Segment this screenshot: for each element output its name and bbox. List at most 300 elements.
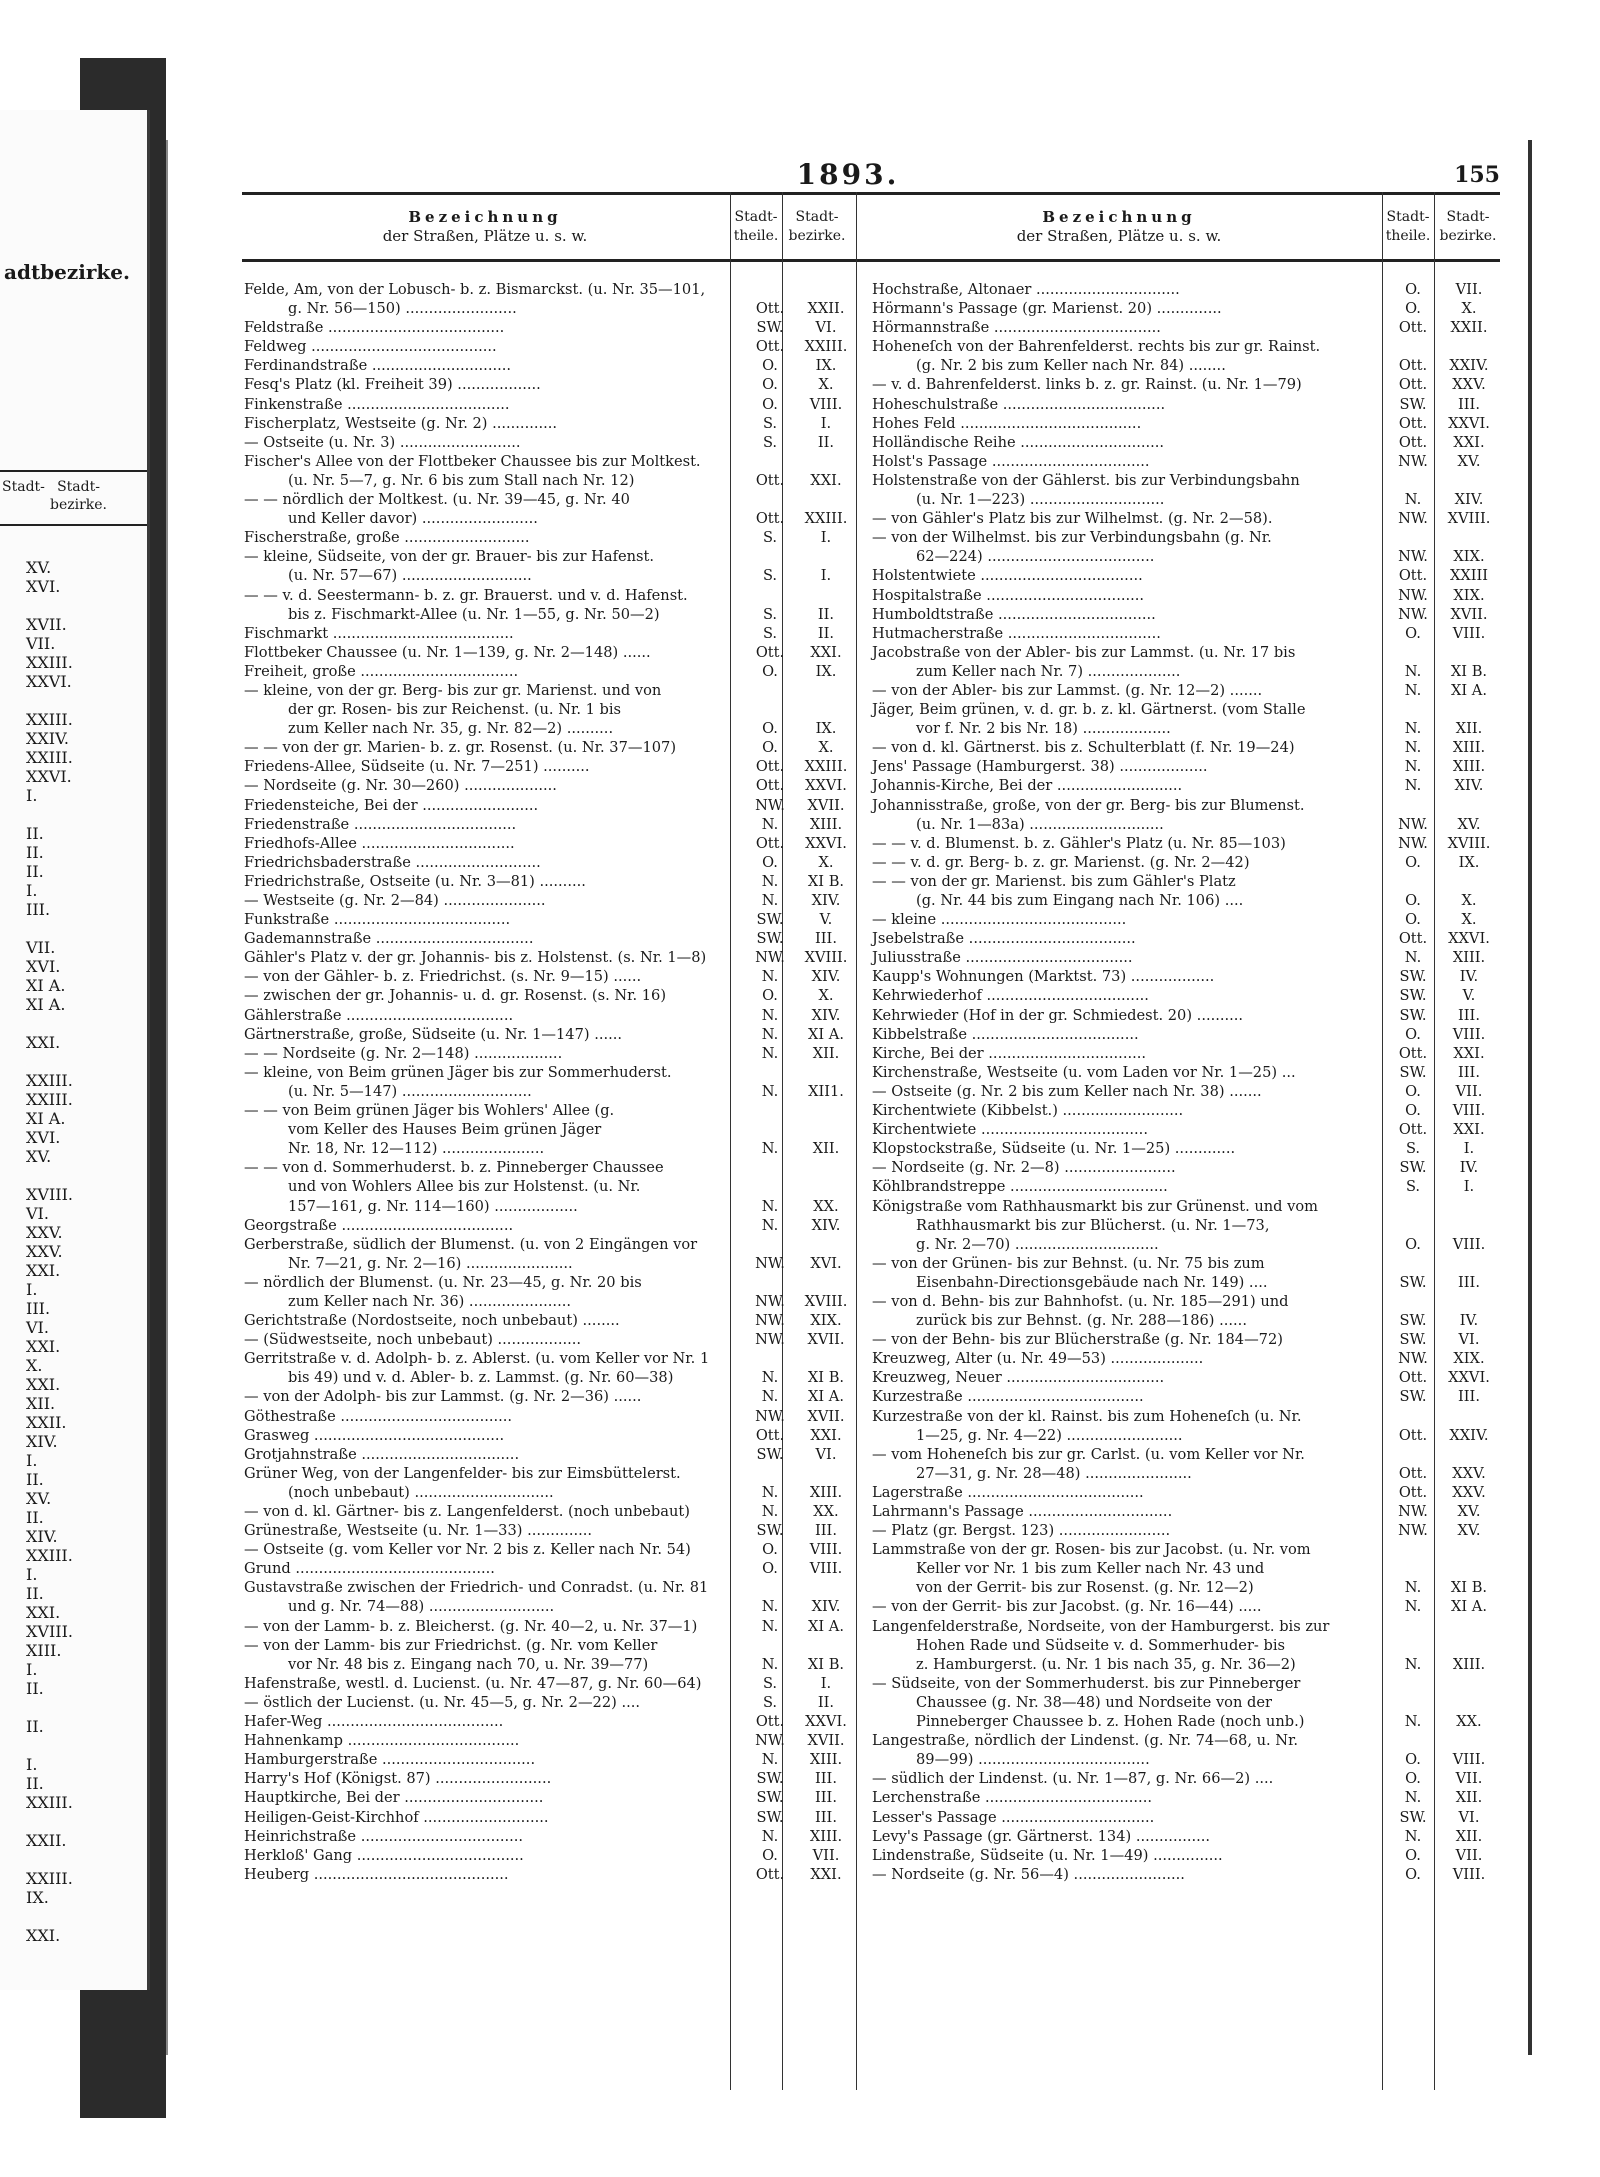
street-entry (870, 1349, 1500, 1368)
stadtteil: N. (761, 1598, 779, 1616)
street-name: Hahnenkamp ..................................... (244, 1732, 520, 1750)
street-entry (242, 1731, 857, 1750)
stadtteil: SW. (1399, 1273, 1427, 1291)
street-entry (242, 1216, 857, 1235)
left-fragment-value: XIV. (26, 1527, 58, 1546)
stadtteil: NW. (755, 796, 785, 814)
stadtteil: O. (762, 1560, 778, 1578)
street-entry (242, 318, 857, 337)
stadtbezirk: XXV. (1452, 1483, 1486, 1501)
street-entry (242, 452, 857, 471)
left-fragment-value: II. (26, 1470, 44, 1489)
stadtbezirk: XI A. (808, 1388, 844, 1406)
stadtteil (745, 1273, 795, 1292)
street-name: — kleine, von der gr. Berg- bis zur gr. Marienst. und von (244, 681, 662, 699)
street-entry (870, 1559, 1500, 1578)
stadtteil: SW. (756, 1808, 784, 1826)
street-name: Friedhofs-Allee ................................. (244, 834, 515, 852)
stadtteil (1388, 1617, 1438, 1636)
stadtteil: O. (762, 662, 778, 680)
street-entry (870, 1808, 1500, 1827)
street-entry (870, 967, 1500, 986)
street-entry (870, 1655, 1500, 1674)
stadtteil: N. (761, 815, 779, 833)
stadtbezirk (795, 681, 857, 700)
street-name: Keller vor Nr. 1 bis zum Keller nach Nr. 43 und (916, 1560, 1265, 1578)
stadtteil: O. (1405, 1235, 1421, 1253)
street-name: Hörmannstraße .................................... (872, 319, 1161, 337)
stadtbezirk: I. (820, 567, 832, 585)
street-entry (870, 796, 1500, 815)
street-entry (242, 1655, 857, 1674)
stadtbezirk (1438, 872, 1500, 891)
street-entry (870, 700, 1500, 719)
street-entry (870, 1273, 1500, 1292)
left-fragment-value: XXIV. (26, 729, 69, 748)
street-entry (242, 547, 857, 566)
street-name: Holstentwiete ................................... (872, 567, 1143, 585)
left-fragment-value: I. (26, 1660, 38, 1679)
left-fragment-value: XXI. (26, 1926, 61, 1945)
header-rule (1434, 192, 1435, 262)
street-entry (870, 471, 1500, 490)
stadtteil (745, 1120, 795, 1139)
street-entry (870, 1216, 1500, 1235)
street-entry (870, 509, 1500, 528)
header-rule (782, 192, 783, 262)
stadtteil: Ott. (755, 834, 785, 852)
stadtteil (1388, 337, 1438, 356)
street-name: — — v. d. Blumenst. b. z. Gähler's Platz (u. Nr. 85—103) (872, 834, 1286, 852)
left-fragment-value: IX. (26, 1888, 49, 1907)
stadtteil (1388, 1292, 1438, 1311)
street-name: zum Keller nach Nr. 35, g. Nr. 82—2) .......... (288, 720, 614, 738)
street-entry (870, 624, 1500, 643)
stadtteil: NW. (755, 1331, 785, 1349)
stadtbezirk: III. (815, 1808, 837, 1826)
left-fragment-values (26, 558, 136, 1945)
street-entry (242, 910, 857, 929)
stadtbezirk: XI B. (807, 872, 845, 890)
stadtteil: NW. (1398, 1350, 1428, 1368)
left-fragment-value: II. (26, 843, 44, 862)
street-name: — — v. d. Seestermann- b. z. gr. Brauerst. und v. d. Hafenst. (244, 586, 688, 604)
stadtteil: O. (1405, 911, 1421, 929)
stadtbezirk: VII. (1455, 1082, 1483, 1100)
stadtbezirk: XIV. (811, 968, 841, 986)
stadtteil: Ott. (755, 1713, 785, 1731)
street-name: bis z. Fischmarkt-Allee (u. Nr. 1—55, g. Nr. 50—2) (288, 605, 660, 623)
stadtteil: N. (761, 1751, 779, 1769)
street-name: Hoheschulstraße ................................... (872, 395, 1166, 413)
stadtbezirk: XIV. (811, 1598, 841, 1616)
left-fragment-value: XVI. (26, 577, 61, 596)
street-name: Lerchenstraße .................................... (872, 1789, 1152, 1807)
street-name: Langestraße, nördlich der Lindenst. (g. Nr. 74—68, u. Nr. (872, 1732, 1299, 1750)
stadtbezirk: XV. (1457, 815, 1481, 833)
street-entry (242, 624, 857, 643)
street-name: Königstraße vom Rathhausmarkt bis zur Grünenst. und vom (872, 1197, 1318, 1215)
street-name: Finkenstraße ................................... (244, 395, 510, 413)
stadtbezirk: XI B. (807, 1369, 845, 1387)
street-entry (242, 471, 857, 490)
stadtteil: N. (761, 1388, 779, 1406)
street-name: Klopstockstraße, Südseite (u. Nr. 1—25) ............. (872, 1140, 1236, 1158)
stadtteil: N. (761, 892, 779, 909)
street-name: Kaupp's Wohnungen (Marktst. 73) .................. (872, 968, 1215, 986)
street-name: Kirchentwiete .................................... (872, 1121, 1148, 1139)
street-name: Grasweg ......................................... (244, 1426, 505, 1444)
street-entry (242, 1158, 857, 1177)
street-entry (242, 566, 857, 585)
street-name: — Nordseite (g. Nr. 30—260) .................... (244, 777, 557, 795)
stadtbezirk (1438, 337, 1500, 356)
street-entry (870, 834, 1500, 853)
street-entry (870, 986, 1500, 1005)
street-entry (870, 547, 1500, 566)
stadtteil: O. (762, 1846, 778, 1864)
stadtteil: O. (762, 1541, 778, 1559)
street-entry (242, 395, 857, 414)
street-name: Kreuzweg, Alter (u. Nr. 49—53) .................... (872, 1350, 1204, 1368)
stadtteil (745, 700, 795, 719)
stadtbezirk: VI. (815, 1445, 837, 1463)
stadtteil: Ott. (755, 338, 785, 356)
stadtbezirk: XIII. (809, 1751, 843, 1769)
left-fragment-value (26, 919, 136, 938)
street-name: Gustavstraße zwischen der Friedrich- und Conradst. (u. Nr. 81 (244, 1579, 709, 1597)
left-fragment-value (26, 1052, 136, 1071)
stadtteil: S. (762, 1693, 778, 1711)
stadtbezirk: XIV. (1454, 491, 1484, 509)
left-fragment-value: XXI. (26, 1603, 61, 1622)
stadtteil: O. (1405, 853, 1421, 871)
left-fragment-value (26, 691, 136, 710)
left-fragment-col1: Stadt- (2, 479, 45, 495)
street-entry (242, 815, 857, 834)
stadtbezirk: I. (820, 529, 832, 547)
header-rule (730, 192, 731, 262)
stadtbezirk: XIII. (809, 1827, 843, 1845)
street-entry (242, 1101, 857, 1120)
street-name: Humboldtstraße .................................. (872, 605, 1156, 623)
street-entry (242, 1540, 857, 1559)
street-name: Jsebelstraße .................................... (872, 930, 1136, 948)
stadtbezirk: XXI. (1453, 1044, 1485, 1062)
street-name: — kleine, von Beim grünen Jäger bis zur Sommerhuderst. (244, 1063, 672, 1081)
stadtbezirk: X. (818, 987, 834, 1005)
street-entry (870, 586, 1500, 605)
street-name: Fischerplatz, Westseite (g. Nr. 2) .............. (244, 414, 558, 432)
street-name: Pinneberger Chaussee b. z. Hohen Rade (noch unb.) (916, 1713, 1305, 1731)
street-entry (870, 1025, 1500, 1044)
stadtteil (745, 1349, 795, 1368)
stadtbezirk: XII. (1455, 720, 1483, 738)
stadtteil: Ott. (1398, 1044, 1428, 1062)
street-entry (870, 1197, 1500, 1216)
stadtbezirk: XV. (1457, 1503, 1481, 1520)
street-entry (242, 1597, 857, 1616)
stadtbezirk: XI A. (808, 1025, 844, 1043)
street-entry (242, 738, 857, 757)
street-name: Kirchentwiete (Kibbelst.) .......................... (872, 1102, 1184, 1120)
street-name: Hafer-Weg ...................................... (244, 1713, 504, 1731)
street-name: Gerberstraße, südlich der Blumenst. (u. von 2 Eingängen vor (244, 1235, 698, 1253)
street-entry (242, 1674, 857, 1693)
stadtbezirk: IV. (1459, 1312, 1479, 1330)
stadtteil: Ott. (755, 300, 785, 318)
stadtteil: SW. (1399, 1159, 1427, 1177)
street-entry (242, 1254, 857, 1273)
street-name: Fischmarkt ....................................... (244, 624, 514, 642)
street-name: (u. Nr. 1—83a) ............................. (916, 815, 1164, 833)
stadtbezirk (1438, 1731, 1500, 1750)
left-fragment-value: XXIII. (26, 710, 73, 729)
stadtbezirk: VIII. (809, 395, 843, 413)
street-name: zum Keller nach Nr. 36) ...................... (288, 1292, 571, 1310)
street-name: Fischer's Allee von der Flottbeker Chaussee bis zur Moltkest. (244, 452, 701, 470)
street-entry (242, 1120, 857, 1139)
stadtbezirk (795, 547, 857, 566)
street-name: Friedensteiche, Bei der ......................... (244, 796, 539, 814)
street-name: — — nördlich der Moltkest. (u. Nr. 39—45, g. Nr. 40 (244, 491, 630, 509)
street-name: Johannisstraße, große, von der gr. Berg- bis zur Blumenst. (872, 796, 1305, 814)
stadtteil: SW. (756, 1445, 784, 1463)
left-fragment-value: VI. (26, 1318, 49, 1337)
stadtbezirk: XVII. (807, 796, 845, 814)
stadtteil: S. (762, 605, 778, 623)
stadtteil (745, 1464, 795, 1483)
left-fragment-value: XXIII. (26, 1071, 73, 1090)
left-fragment-value: II. (26, 1717, 44, 1736)
stadtteil: N. (761, 1617, 779, 1635)
stadtteil (745, 681, 795, 700)
street-name: Juliusstraße .................................... (872, 949, 1133, 967)
street-name: und von Wohlers Allee bis zur Holstenst. (u. Nr. (288, 1178, 641, 1196)
street-name: Levy's Passage (gr. Gärtnerst. 134) ................ (872, 1827, 1211, 1845)
street-entry (242, 1521, 857, 1540)
stadtbezirk (1438, 1407, 1500, 1426)
left-fragment-value: XV. (26, 1489, 52, 1508)
street-entry (870, 891, 1500, 910)
street-entry (242, 1578, 857, 1597)
street-name: — von d. Behn- bis zur Bahnhofst. (u. Nr. 185—291) und (872, 1292, 1289, 1310)
stadtbezirk: XXII. (807, 300, 845, 318)
stadtbezirk: XVIII. (1447, 834, 1491, 852)
stadtbezirk: XIX. (1453, 1350, 1485, 1368)
street-entry (870, 1464, 1500, 1483)
stadtteil: NW. (1398, 586, 1428, 604)
stadtteil: N. (761, 1197, 779, 1215)
street-entry (870, 337, 1500, 356)
street-entry (870, 1139, 1500, 1158)
street-entry (242, 891, 857, 910)
street-name: — — von der gr. Marienst. bis zum Gähler's Platz (872, 872, 1236, 890)
left-fragment-value: XXI. (26, 1261, 61, 1280)
street-name: — von der Gähler- b. z. Friedrichst. (s. Nr. 9—15) ...... (244, 968, 642, 986)
right-column (870, 280, 1500, 1884)
stadtteil (1388, 1254, 1438, 1273)
stadtbezirk: XIX. (1453, 548, 1485, 566)
stadtbezirk: III. (815, 930, 837, 948)
stadtbezirk: XXVI. (1448, 414, 1490, 432)
header-left-title: Bezeichnung (408, 208, 562, 226)
street-name: Langenfelderstraße, Nordseite, von der Hamburgerst. bis zur (872, 1617, 1330, 1635)
left-fragment-value: II. (26, 824, 44, 843)
stadtbezirk: XII. (1455, 1827, 1483, 1845)
street-name: Georgstraße ..................................... (244, 1216, 514, 1234)
stadtbezirk: II. (817, 605, 835, 623)
stadtteil: N. (761, 1082, 779, 1100)
left-fragment-value: XXIII. (26, 1869, 73, 1888)
stadtteil (1388, 471, 1438, 490)
stadtbezirk: XXIII. (804, 338, 848, 356)
street-name: — (Südwestseite, noch unbebaut) .................. (244, 1331, 582, 1349)
stadtteil: Ott. (755, 1865, 785, 1883)
stadtteil: N. (1404, 491, 1422, 509)
street-name: vor Nr. 48 bis z. Eingang nach 70, u. Nr. 39—77) (288, 1655, 649, 1673)
stadtteil: O. (762, 739, 778, 757)
stadtbezirk: XXI. (810, 471, 842, 489)
stadtteil: SW. (1399, 1388, 1427, 1406)
street-name: Gähler's Platz v. der gr. Johannis- bis z. Holstenst. (s. Nr. 1—8) (244, 949, 707, 967)
street-name: Jacobstraße von der Abler- bis zur Lammst. (u. Nr. 17 bis (872, 643, 1296, 661)
street-name: Lagerstraße ...................................... (872, 1483, 1144, 1501)
stadtteil: N. (1404, 681, 1422, 699)
stadtteil: N. (1404, 758, 1422, 776)
left-fragment-value: XXIII. (26, 1546, 73, 1565)
street-name: — — von d. Sommerhuderst. b. z. Pinneberger Chaussee (244, 1159, 664, 1177)
street-entry (242, 662, 857, 681)
street-name: Holstenstraße von der Gählerst. bis zur Verbindungsbahn (872, 471, 1300, 489)
street-name: — nördlich der Blumenst. (u. Nr. 23—45, g. Nr. 20 bis (244, 1273, 642, 1291)
stadtbezirk: VI. (1458, 1808, 1480, 1826)
street-entry (870, 872, 1500, 891)
header-right-subtitle: der Straßen, Plätze u. s. w. (1016, 227, 1222, 245)
stadtteil: SW. (756, 1522, 784, 1540)
stadtbezirk: XII1. (808, 1082, 844, 1100)
stadtbezirk: III. (1458, 1388, 1480, 1406)
stadtbezirk: XI B. (1450, 662, 1488, 680)
stadtteil: SW. (1399, 968, 1427, 986)
stadtbezirk: XIV. (811, 892, 841, 909)
street-name: 62—224) .................................... (916, 548, 1155, 566)
stadtbezirk: VIII. (1452, 1025, 1486, 1043)
street-entry (242, 1788, 857, 1807)
stadtteil (745, 1177, 795, 1196)
street-name: vom Keller des Hauses Beim grünen Jäger (288, 1121, 602, 1139)
left-fragment-value: XIII. (26, 1641, 62, 1660)
left-fragment-value: XXI. (26, 1033, 61, 1052)
street-entry (242, 1827, 857, 1846)
stadtteil: O. (762, 853, 778, 871)
street-entry (870, 662, 1500, 681)
stadtbezirk: XVII. (807, 1331, 845, 1349)
stadtbezirk (795, 586, 857, 605)
header-rule (856, 192, 857, 262)
left-fragment-value: XXVI. (26, 767, 72, 786)
stadtteil: N. (1404, 777, 1422, 795)
street-name: Jens' Passage (Hamburgerst. 38) ................... (872, 758, 1208, 776)
street-entry (870, 1044, 1500, 1063)
street-entry (870, 776, 1500, 795)
left-fragment-value: II. (26, 1508, 44, 1527)
street-entry (242, 1197, 857, 1216)
stadtteil: N. (1404, 662, 1422, 680)
stadtbezirk: XI B. (807, 1655, 845, 1673)
page-year: 1893. (796, 158, 900, 191)
street-name: — Nordseite (g. Nr. 56—4) ........................ (872, 1865, 1185, 1883)
left-fragment-value: I. (26, 881, 38, 900)
stadtteil (1388, 1407, 1438, 1426)
street-name: Grünestraße, Westseite (u. Nr. 1—33) .............. (244, 1522, 593, 1540)
street-entry (870, 1158, 1500, 1177)
stadtbezirk: XXI. (810, 1426, 842, 1444)
street-name: der gr. Rosen- bis zur Reichenst. (u. Nr. 1 bis (288, 701, 622, 719)
stadtbezirk: XVI. (810, 1254, 842, 1272)
stadtteil: S. (1405, 1140, 1421, 1158)
street-entry (242, 1483, 857, 1502)
street-entry (242, 1693, 857, 1712)
stadtteil: O. (1405, 281, 1421, 298)
stadtbezirk (1438, 528, 1500, 547)
stadtbezirk: XXII. (1450, 319, 1488, 337)
street-name: (u. Nr. 57—67) ............................ (288, 567, 532, 585)
header-rule (1382, 192, 1383, 262)
street-name: — Ostseite (g. vom Keller vor Nr. 2 bis z. Keller nach Nr. 54) (244, 1541, 691, 1559)
street-name: Kehrwieder (Hof in der gr. Schmiedest. 20) .......... (872, 1006, 1244, 1024)
stadtteil (745, 1063, 795, 1082)
stadtbezirk (795, 1273, 857, 1292)
street-name: Lahrmann's Passage ............................... (872, 1503, 1173, 1520)
stadtteil: Ott. (1398, 1464, 1428, 1482)
street-name: bis 49) und v. d. Abler- b. z. Lammst. (g. Nr. 60—38) (288, 1369, 674, 1387)
stadtteil: O. (1405, 1865, 1421, 1883)
street-name: Heuberg .......................................... (244, 1865, 509, 1883)
stadtteil: NW. (755, 1732, 785, 1750)
stadtbezirk: XIII. (809, 815, 843, 833)
stadtbezirk: III. (1458, 1063, 1480, 1081)
street-name: Eisenbahn-Directionsgebäude nach Nr. 149) .... (916, 1273, 1268, 1291)
street-name: Jäger, Beim grünen, v. d. gr. b. z. kl. Gärtnerst. (vom Stalle (872, 701, 1306, 719)
street-entry (870, 815, 1500, 834)
stadtbezirk: VI. (1458, 1331, 1480, 1349)
stadtbezirk: X. (1461, 892, 1477, 909)
left-fragment-value: I. (26, 1451, 38, 1470)
stadtbezirk: V. (1462, 987, 1476, 1005)
stadtteil: NW. (755, 1254, 785, 1272)
street-name: z. Hamburgerst. (u. Nr. 1 bis nach 35, g. Nr. 36—2) (916, 1655, 1296, 1673)
street-entry (242, 337, 857, 356)
street-name: — Westseite (g. Nr. 2—84) ...................... (244, 892, 546, 909)
stadtbezirk: VIII. (809, 1560, 843, 1578)
street-entry (242, 776, 857, 795)
stadtbezirk: XIV. (1454, 777, 1484, 795)
street-entry (870, 1330, 1500, 1349)
street-name: Kreuzweg, Neuer .................................. (872, 1369, 1165, 1387)
stadtteil: Ott. (755, 1426, 785, 1444)
left-fragment-value: II. (26, 1679, 44, 1698)
stadtbezirk: XII. (1455, 1789, 1483, 1807)
street-name: — — v. d. gr. Berg- b. z. gr. Marienst. (g. Nr. 2—42) (872, 853, 1250, 871)
stadtteil: SW. (1399, 1063, 1427, 1081)
street-name: — Platz (gr. Bergst. 123) ........................ (872, 1522, 1171, 1540)
stadtbezirk: IX. (815, 357, 837, 375)
stadtteil: SW. (1399, 987, 1427, 1005)
street-entry (870, 1235, 1500, 1254)
street-entry (870, 738, 1500, 757)
stadtbezirk: XX. (1456, 1713, 1482, 1731)
